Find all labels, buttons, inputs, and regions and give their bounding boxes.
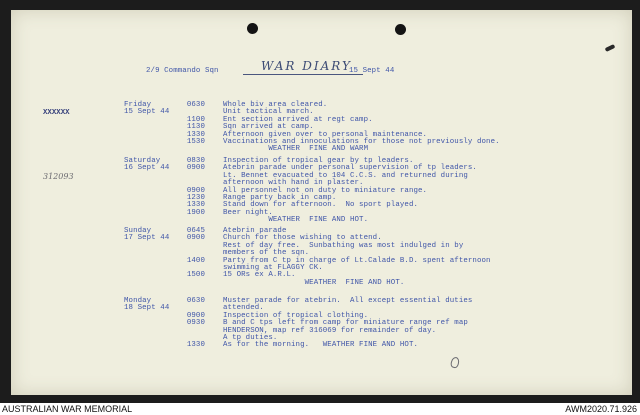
entry-text-line: Afternoon given over to personal maintenance. <box>223 130 428 139</box>
entry-text-line: Ent section arrived at regt camp. <box>223 115 373 124</box>
entry-time: 1130 <box>186 123 205 132</box>
entry-time: 1330 <box>186 341 205 350</box>
entry-time: 1900 <box>186 208 205 217</box>
entry-text-line: A tp duties. <box>223 334 278 342</box>
entry-text-line: Sqn arrived at camp. <box>223 123 314 132</box>
pencil-mark <box>450 356 461 369</box>
entry-time: 1230 <box>186 194 205 202</box>
unit-name: 2/9 Commando Sqn <box>146 67 219 75</box>
entry-time: 0630 <box>186 101 205 109</box>
entry-text-line: Atebrin parade under personal supervision of tp leaders. <box>223 164 477 173</box>
day-date: 15 Sept 44 <box>124 108 170 117</box>
archive-footer <box>0 403 640 415</box>
entry-text-line: All personnel not on duty to miniature range. <box>223 186 428 195</box>
punch-hole-right <box>395 24 406 35</box>
day-name: Saturday <box>124 157 161 165</box>
entry-text-line: As for the morning. WEATHER FINE AND HOT. <box>223 341 419 350</box>
archive-reference: AWM2020.71.926 <box>565 404 637 414</box>
entry-text-line: Party from C tp in charge of Lt.Calade B.D. spent afternoon <box>223 256 491 265</box>
entry-time: 1400 <box>186 256 205 265</box>
entry-text-line: Inspection of tropical gear by tp leaders. <box>223 157 414 165</box>
day-date: 16 Sept 44 <box>124 164 170 173</box>
entry-text-line: HENDERSON, map ref 316069 for remainder of day. <box>223 326 437 335</box>
entry-text-line: 15 ORs ex A.R.L. <box>223 271 296 280</box>
day-date: 18 Sept 44 <box>124 304 170 313</box>
entry-time: 0900 <box>186 234 205 243</box>
entry-text-line: Whole biv area cleared. <box>223 101 328 109</box>
entry-time: 0900 <box>186 164 205 173</box>
title-underline <box>243 74 363 75</box>
entry-text-line: Vaccinations and innoculations for those not previously done. <box>223 138 500 146</box>
entry-text-line: Inspection of tropical clothing. <box>223 311 369 320</box>
entry-time: 0930 <box>186 319 205 328</box>
entry-text-line: Unit tactical march. <box>223 108 314 117</box>
entry-time: 0645 <box>186 227 205 235</box>
entry-text-line: Church for those wishing to attend. <box>223 234 382 243</box>
day-name: Friday <box>124 101 152 109</box>
margin-crossref: XXXXXX <box>43 109 70 117</box>
entry-time: 1500 <box>186 271 205 280</box>
entry-time: 1100 <box>186 115 205 124</box>
entry-time: 1330 <box>186 130 205 139</box>
entry-time: 0830 <box>186 157 205 165</box>
entry-text-line: afternoon with hand in plaster. <box>223 179 364 188</box>
entry-text-line: swimming at FLAGGY CK. <box>223 264 323 272</box>
entry-text-line: Beer night. <box>223 208 273 217</box>
entry-text-line: WEATHER FINE AND HOT. <box>223 278 405 287</box>
entry-text-line: B and C tps left from camp for miniature range ref map <box>223 319 468 328</box>
entry-text-line: Muster parade for atebrin. All except essential duties <box>223 297 473 305</box>
day-date: 17 Sept 44 <box>124 234 170 243</box>
entry-text-line: Range party back in camp. <box>223 194 337 202</box>
punch-hole-left <box>247 23 258 34</box>
header-date: 15 Sept 44 <box>349 67 395 75</box>
day-name: Monday <box>124 297 152 305</box>
handwritten-title: WAR DIARY <box>261 59 352 73</box>
entry-text-line: Stand down for afternoon. No sport played. <box>223 201 419 210</box>
entry-text-line: members of the sqn. <box>223 249 310 258</box>
entry-time: 1330 <box>186 201 205 210</box>
diary-page <box>11 10 632 395</box>
entry-text-line: WEATHER FINE AND WARM <box>223 145 369 154</box>
entry-text-line: Atebrin parade <box>223 227 287 235</box>
entry-text-line: Lt. Bennet evacuated to 104 C.C.S. and returned during <box>223 171 468 180</box>
day-name: Sunday <box>124 227 152 235</box>
entry-time: 0900 <box>186 186 205 195</box>
entry-text-line: attended. <box>223 304 264 313</box>
entry-text-line: Rest of day free. Sunbathing was most indulged in by <box>223 241 464 250</box>
entry-time: 0900 <box>186 311 205 320</box>
archive-source: AUSTRALIAN WAR MEMORIAL <box>2 404 133 414</box>
entry-text-line: WEATHER FINE AND HOT. <box>223 216 369 225</box>
margin-pencil-ref: 312093 <box>43 172 74 181</box>
entry-time: 1530 <box>186 138 205 146</box>
staple-mark <box>605 44 616 52</box>
entry-time: 0630 <box>186 297 205 305</box>
